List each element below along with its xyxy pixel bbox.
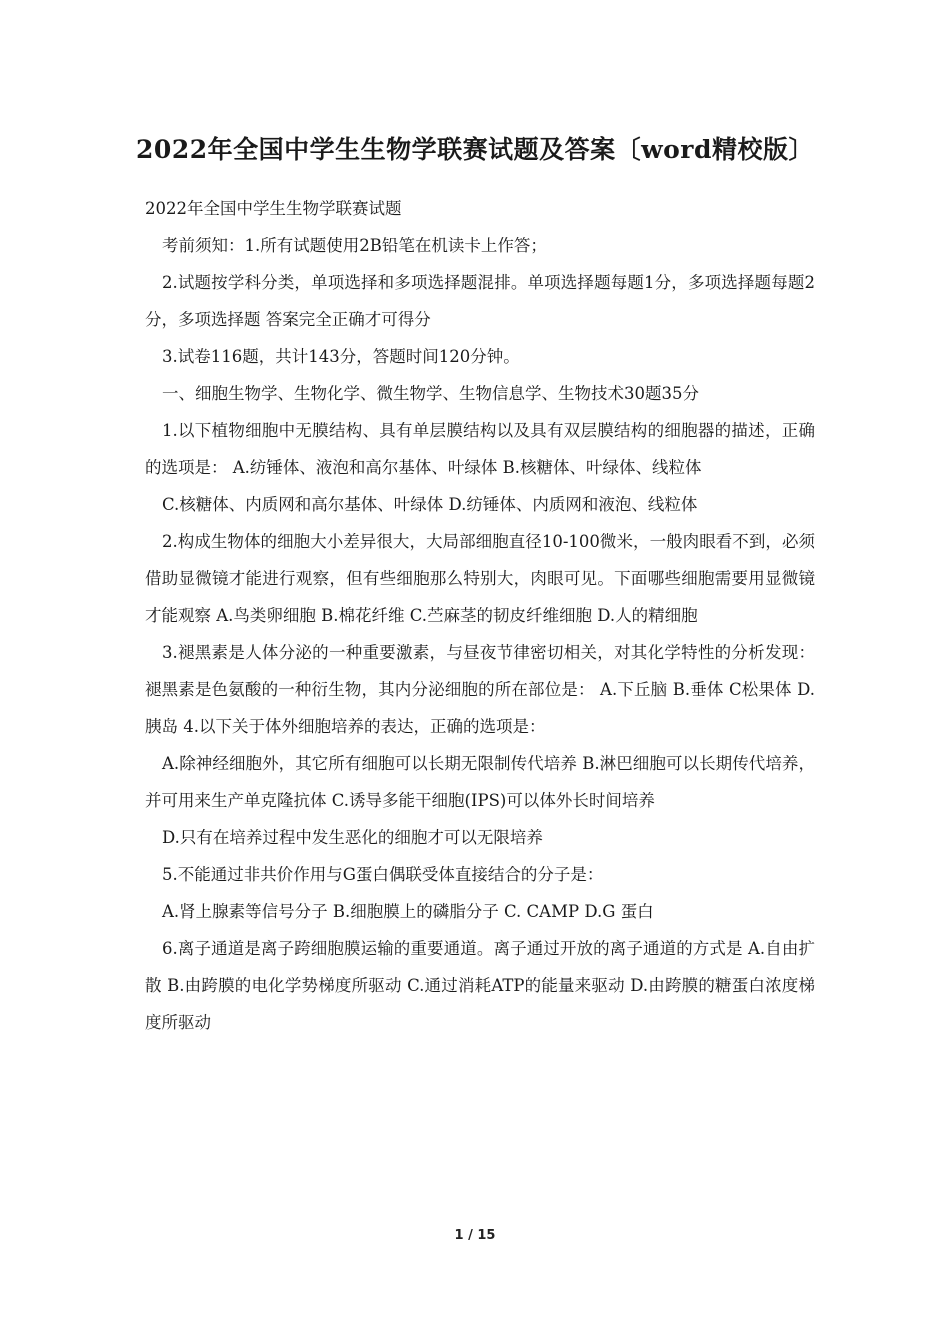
question-options: A.肾上腺素等信号分子 B.细胞膜上的磷脂分子 C. CAMP D.G 蛋白 bbox=[162, 902, 654, 921]
paragraph: 3.试卷116题，共计143分，答题时间120分钟。 bbox=[162, 347, 520, 366]
question: 6.离子通道是离子跨细胞膜运输的重要通道。离子通过开放的离子通道的方式是 A.自由扩散 B.由跨膜的电化学势梯度所驱动 C.通过消耗ATP的能量来驱动 D.由跨膜的糖蛋白浓度梯度所驱动 bbox=[145, 939, 815, 1032]
question: 1.以下植物细胞中无膜结构、具有单层膜结构以及具有双层膜结构的细胞器的描述，正确的选项是： A.纺锤体、液泡和高尔基体、叶绿体 B.核糖体、叶绿体、线粒体 bbox=[145, 421, 815, 477]
question-options: A.除神经细胞外，其它所有细胞可以长期无限制传代培养 B.淋巴细胞可以长期传代培养，并可用来生产单克隆抗体 C.诱导多能干细胞(IPS)可以体外长时间培养 bbox=[145, 754, 815, 810]
page-indicator: 1 / 15 bbox=[454, 1228, 496, 1243]
paragraph: 考前须知：1.所有试题使用2B铅笔在机读卡上作答； bbox=[162, 236, 547, 255]
question-options: D.只有在培养过程中发生恶化的细胞才可以无限培养 bbox=[162, 828, 543, 847]
question: 2.构成生物体的细胞大小差异很大，大局部细胞直径10-100微米，一般肉眼看不到，必须借助显微镜才能进行观察，但有些细胞那么特别大，肉眼可见。下面哪些细胞需要用显微镜才能观察 A.鸟类卵细胞 B.棉花纤维 C.苎麻茎的韧皮纤维细胞 D.人的精细胞 bbox=[145, 532, 815, 625]
paragraph: 2.试题按学科分类，单项选择和多项选择题混排。单项选择题每题1分，多项选择题每题2分，多项选择题 答案完全正确才可得分 bbox=[145, 273, 815, 329]
document-body bbox=[145, 190, 815, 1041]
question: 5.不能通过非共价作用与G蛋白偶联受体直接结合的分子是： bbox=[162, 865, 604, 884]
subtitle: 2022年全国中学生生物学联赛试题 bbox=[145, 199, 402, 218]
question-options: C.核糖体、内质网和高尔基体、叶绿体 D.纺锤体、内质网和液泡、线粒体 bbox=[162, 495, 698, 514]
document-title: 2022年全国中学生生物学联赛试题及答案〔word精校版〕 bbox=[136, 135, 814, 164]
question: 3.褪黑素是人体分泌的一种重要激素，与昼夜节律密切相关，对其化学特性的分析发现：褪黑素是色氨酸的一种衍生物，其内分泌细胞的所在部位是： A.下丘脑 B.垂体 C松果体 D.胰岛 4.以下关于体外细胞培养的表达，正确的选项是： bbox=[145, 643, 815, 736]
section-heading: 一、细胞生物学、生物化学、微生物学、生物信息学、生物技术30题35分 bbox=[162, 384, 699, 403]
